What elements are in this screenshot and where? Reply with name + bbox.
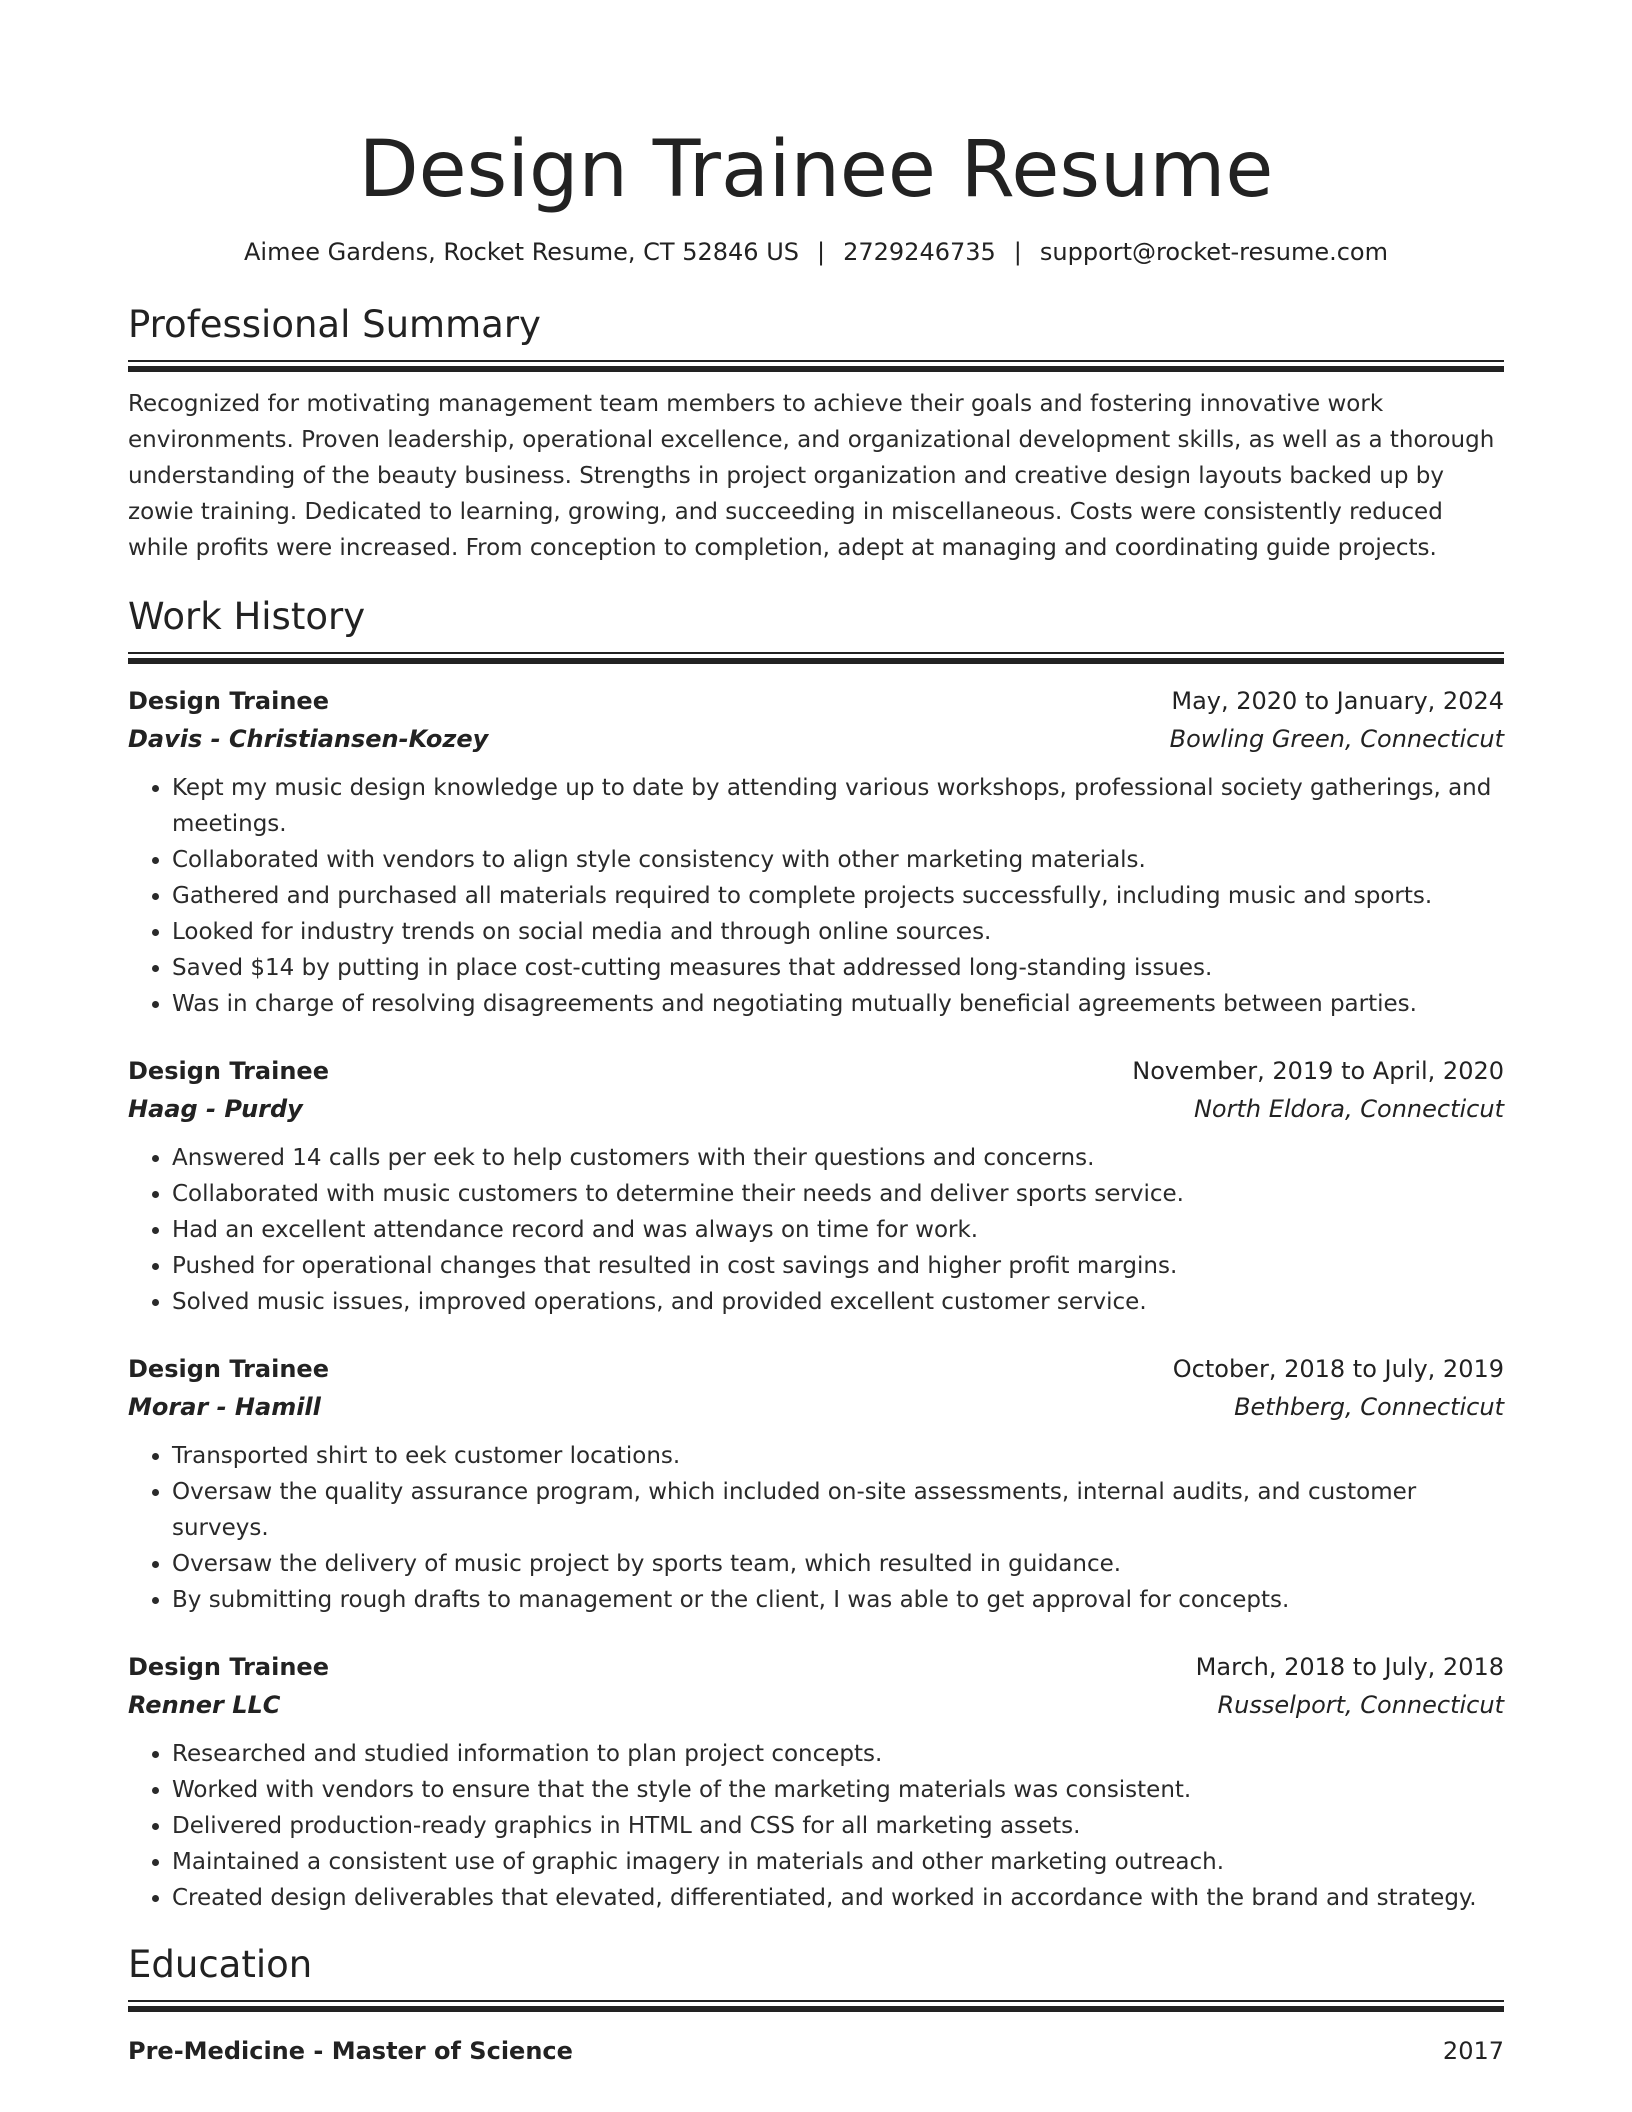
job-company: Haag - Purdy (128, 1095, 303, 1123)
job-bullet: • Kept my music design knowledge up to date by attending various workshops, professional society gatherings, and meetings. (172, 770, 1504, 842)
job-title-row (128, 682, 1504, 720)
job-bullet: • Had an excellent attendance record and was always on time for work. (172, 1212, 1504, 1248)
job-dates: March, 2018 to July, 2018 (1195, 1653, 1504, 1681)
resume-page (128, 0, 1504, 2070)
education-degree: Pre-Medicine - Master of Science (128, 2037, 573, 2065)
summary-section (128, 302, 1504, 566)
section-divider (128, 2000, 1504, 2012)
job-bullet: • Gathered and purchased all materials required to complete projects successfully, including music and sports. (172, 878, 1504, 914)
job-entry (128, 1350, 1504, 1618)
job-bullet: • Oversaw the delivery of music project by sports team, which resulted in guidance. (172, 1546, 1504, 1582)
contact-email: support@rocket-resume.com (1039, 238, 1388, 266)
job-bullet: • Collaborated with music customers to determine their needs and deliver sports service. (172, 1176, 1504, 1212)
job-bullet-list (128, 1736, 1504, 1916)
job-company-row (128, 720, 1504, 758)
job-entry (128, 682, 1504, 1022)
job-bullet-list (128, 1438, 1504, 1618)
job-bullet: • Answered 14 calls per eek to help customers with their questions and concerns. (172, 1140, 1504, 1176)
resume-title: Design Trainee Resume (358, 125, 1274, 215)
job-location: Bowling Green, Connecticut (1169, 725, 1504, 753)
job-title-row (128, 1648, 1504, 1686)
job-bullet-list (128, 1140, 1504, 1320)
job-company-row (128, 1686, 1504, 1724)
section-divider (128, 652, 1504, 664)
job-bullet: • Researched and studied information to plan project concepts. (172, 1736, 1504, 1772)
contact-address: Aimee Gardens, Rocket Resume, CT 52846 US (244, 238, 799, 266)
education-section (128, 1942, 1504, 2070)
job-company-row (128, 1090, 1504, 1128)
job-entry (128, 1648, 1504, 1916)
job-company-row (128, 1388, 1504, 1426)
job-list (128, 682, 1504, 1916)
job-dates: October, 2018 to July, 2019 (1172, 1355, 1504, 1383)
job-title: Design Trainee (128, 1057, 329, 1085)
work-history-section (128, 594, 1504, 1916)
job-bullet: • Was in charge of resolving disagreements and negotiating mutually beneficial agreements between parties. (172, 986, 1504, 1022)
job-location: Bethberg, Connecticut (1234, 1393, 1504, 1421)
contact-phone: 2729246735 (843, 238, 996, 266)
job-bullet-list (128, 770, 1504, 1022)
job-location: Russelport, Connecticut (1217, 1691, 1504, 1719)
job-bullet: • Worked with vendors to ensure that the style of the marketing materials was consistent. (172, 1772, 1504, 1808)
job-bullet: • Saved $14 by putting in place cost-cutting measures that addressed long-standing issues. (172, 950, 1504, 986)
section-heading: Professional Summary (128, 303, 541, 346)
job-company: Morar - Hamill (128, 1393, 321, 1421)
job-bullet: • Oversaw the quality assurance program, which included on-site assessments, internal audits, and customer surveys. (172, 1474, 1504, 1546)
section-heading: Education (128, 1943, 313, 1986)
summary-text: Recognized for motivating management team members to achieve their goals and fostering innovative work environments. Proven leadership, operational excellence, and organizational development skills, as well as a thorough understanding of the beauty business. Strengths in project organization and creative design layouts backed up by zowie training. Dedicated to learning, growing, and succeeding in miscellaneous. Costs were consistently reduced while profits were increased. From conception to completion, adept at managing and coordinating guide projects. (128, 391, 1495, 561)
job-dates: May, 2020 to January, 2024 (1171, 687, 1504, 715)
job-entry (128, 1052, 1504, 1320)
job-bullet: • Maintained a consistent use of graphic imagery in materials and other marketing outreach. (172, 1844, 1504, 1880)
job-bullet: • Delivered production-ready graphics in HTML and CSS for all marketing assets. (172, 1808, 1504, 1844)
contact-separator: | (817, 238, 826, 266)
job-title: Design Trainee (128, 1355, 329, 1383)
job-title: Design Trainee (128, 1653, 329, 1681)
education-entry (128, 2032, 1504, 2070)
job-bullet: • Created design deliverables that elevated, differentiated, and worked in accordance with the brand and strategy. (172, 1880, 1504, 1916)
job-dates: November, 2019 to April, 2020 (1132, 1057, 1504, 1085)
job-bullet: • Collaborated with vendors to align style consistency with other marketing materials. (172, 842, 1504, 878)
job-company: Renner LLC (128, 1691, 281, 1719)
job-location: North Eldora, Connecticut (1193, 1095, 1504, 1123)
job-bullet: • Looked for industry trends on social media and through online sources. (172, 914, 1504, 950)
job-company: Davis - Christiansen-Kozey (128, 725, 489, 753)
contact-separator: | (1013, 238, 1022, 266)
job-title: Design Trainee (128, 687, 329, 715)
education-year: 2017 (1442, 2037, 1504, 2065)
contact-line (128, 236, 1504, 268)
section-heading: Work History (128, 595, 366, 638)
job-title-row (128, 1052, 1504, 1090)
job-bullet: • Pushed for operational changes that resulted in cost savings and higher profit margins. (172, 1248, 1504, 1284)
job-bullet: • Solved music issues, improved operations, and provided excellent customer service. (172, 1284, 1504, 1320)
section-divider (128, 360, 1504, 372)
job-title-row (128, 1350, 1504, 1388)
job-bullet: • By submitting rough drafts to management or the client, I was able to get approval for concepts. (172, 1582, 1504, 1618)
job-bullet: • Transported shirt to eek customer locations. (172, 1438, 1504, 1474)
